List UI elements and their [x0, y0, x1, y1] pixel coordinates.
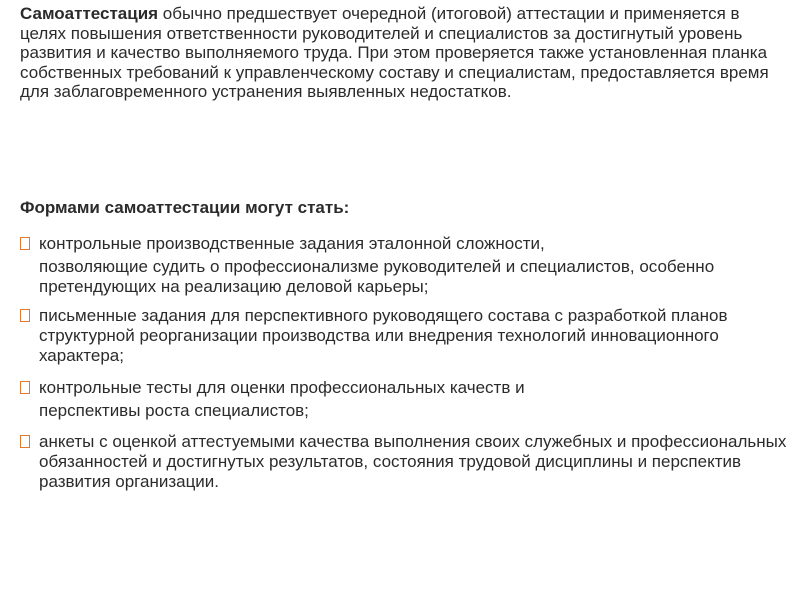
intro-body: обычно предшествует очередной (итоговой) аттестации и применяется в целях повышения ответственности руководителей и специалистов за достигнутый уровень развития и качество выполняемого труда. При этом проверяется также установленная планка собственных требований к управленческому составу и специалистам, предоставляется время для заблаговременного устранения выявленных недостатков. [20, 4, 769, 101]
list-item-first-line: письменные задания для перспективного руководящего состава с разработкой планов структурной реорганизации производства или внедрения технологий инновационного характера; [39, 306, 728, 365]
intro-paragraph [20, 4, 790, 102]
intro-lead-term: Самоаттестация [20, 4, 159, 23]
list-item-first-line: контрольные тесты для оценки профессиональных качеств и [39, 378, 525, 397]
list-item-text [39, 306, 790, 366]
list-item-text [39, 432, 790, 492]
list-item-continuation: позволяющие судить о профессионализме руководителей и специалистов, особенно претендующих на реализацию деловой карьеры; [39, 257, 715, 296]
hollow-square-bullet-icon [20, 309, 30, 322]
list-item [20, 306, 790, 366]
list-item-text [39, 234, 790, 297]
hollow-square-bullet-icon [20, 237, 30, 250]
list-item-first-line: контрольные производственные задания эталонной сложности, [39, 234, 545, 253]
list-item [20, 234, 790, 297]
list-item-first-line: анкеты с оценкой аттестуемыми качества выполнения своих служебных и профессиональных обязанностей и достигнутых результатов, состояния трудовой дисциплины и перспектив развития организации. [39, 432, 787, 491]
list-item-continuation: перспективы роста специалистов; [39, 401, 309, 420]
hollow-square-bullet-icon [20, 381, 30, 394]
list-item [20, 432, 790, 492]
list-item-text [39, 378, 790, 421]
hollow-square-bullet-icon [20, 435, 30, 448]
forms-heading: Формами самоаттестации могут стать: [20, 198, 350, 217]
list-item [20, 378, 790, 421]
